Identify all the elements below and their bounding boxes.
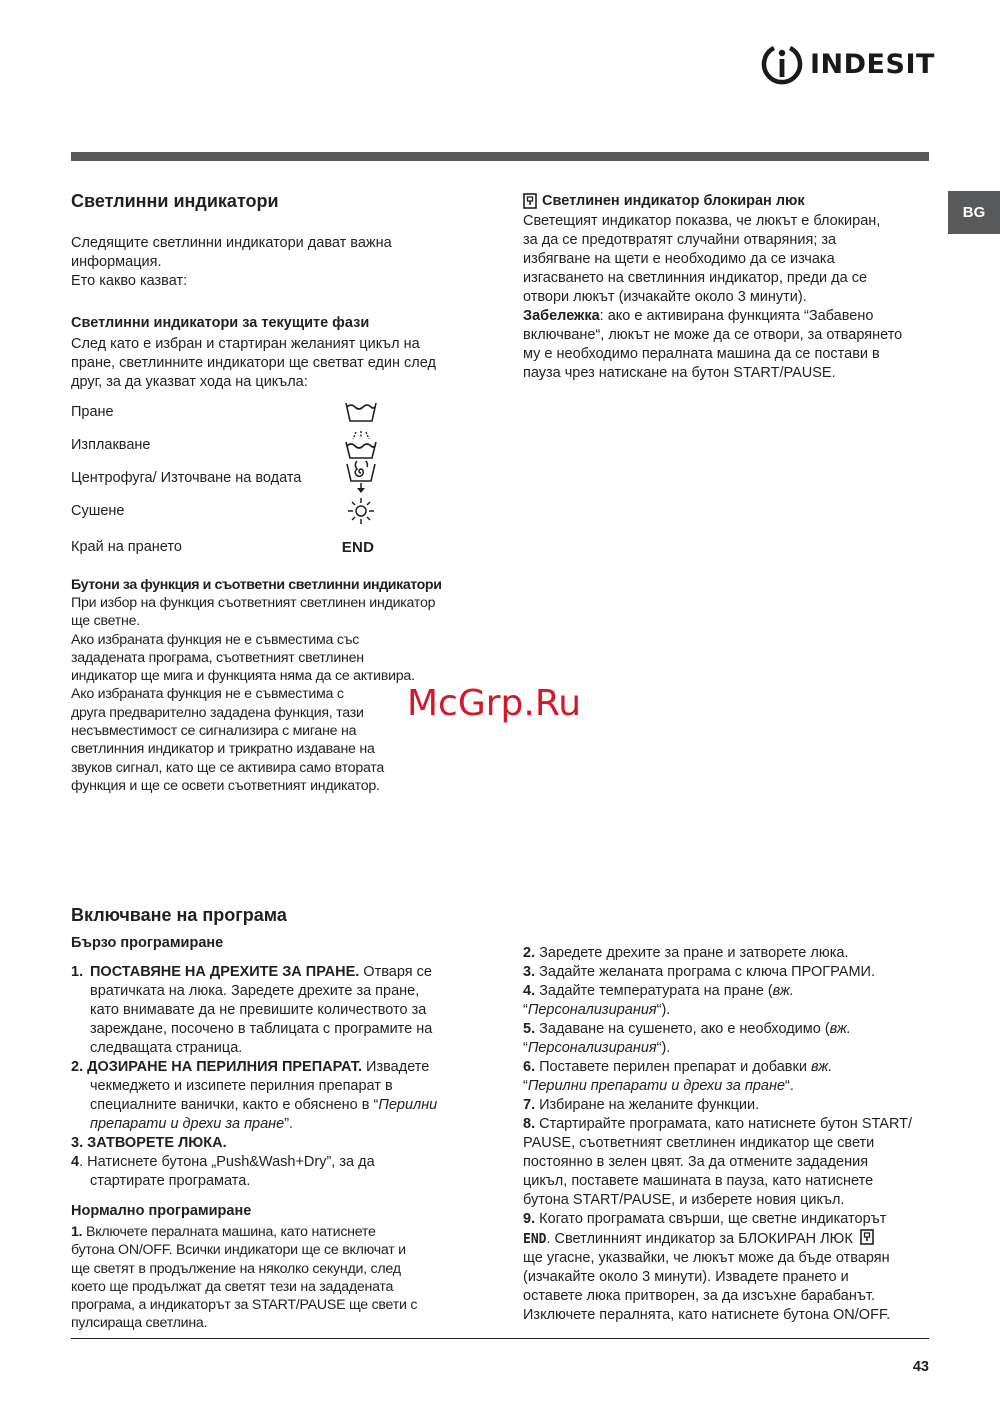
door-lock-icon	[523, 193, 537, 209]
indesit-logo	[760, 42, 935, 86]
note-label: Забележка	[523, 308, 600, 324]
normal-step-3: 3. Задайте желаната програма с ключа ПРОГРАМИ.	[523, 964, 875, 980]
normal-step-2: 2. Заредете дрехите за пране и затворете люка.	[523, 945, 849, 961]
normal-programming-title: Нормално програмиране	[71, 1203, 252, 1219]
end-icon: END	[341, 538, 375, 556]
phases-text: След като е избран и стартиран желаният цикъл на пране, светлинните индикатори ще светват един след друг, за да указват хода на цикъла:	[71, 336, 436, 390]
language-tab: BG	[948, 191, 1000, 234]
buttons-title: Бутони за функция и съответни светлинни индикатори	[71, 577, 442, 593]
normal-steps-right: 2. Заредете дрехите за пране и затворете люка. 3. Задайте желаната програма с ключа ПРОГРАМИ. 4. Задайте температурата на пране (вж. “Персонализирания“). 5. Задаване на сушенето, ако е необходимо (вж. “Персонализирания“). 6. Поставете перилен препарат и добавки вж. “Перилни препарати и дрехи за пране“. 7. Избиране на желаните функции. 8. Стартирайте програмата, като натиснете бутон START/ PAUSE, съответният светлинен индикатор ще свети постоянно в зелен цвят. За да отмените зададения цикъл, поставете машината в пауза, като натиснете бутона START/PAUSE, и изберете новия цикъл. 9. Когато програмата свърши, ще светне индикаторът END. Светлинният индикатор за БЛОКИРАН ЛЮК ще угасне, указвайки, че люкът може да бъде отварян (изчакайте около 3 минути). Извадете прането и оставете люка притворен, за да изсъхне барабанът. Изключете пералнята, като натиснете бутона ON/OFF.	[523, 944, 943, 1325]
door-lock-title: Светлинен индикатор блокиран люк	[523, 193, 805, 209]
end-indicator-text: END	[523, 1232, 547, 1247]
phase-row-spin	[71, 463, 381, 493]
normal-step-7: 7. Избиране на желаните функции.	[523, 1097, 760, 1113]
normal-step-5: 5. Задаване на сушенето, ако е необходимо (вж.	[523, 1021, 851, 1037]
brand-name: INDESIT	[810, 48, 935, 80]
phase-row-rinse	[71, 430, 381, 460]
watermark: McGrp.Ru	[407, 683, 582, 724]
phase-row-end	[71, 532, 381, 562]
drying-icon	[341, 496, 381, 526]
phase-label: Пране	[71, 404, 114, 420]
normal-step-4: 4. Задайте температурата на пране (вж.	[523, 983, 794, 999]
normal-step-8: 8. Стартирайте програмата, като натиснете бутон START/	[523, 1116, 913, 1132]
phase-label: Край на прането	[71, 539, 182, 555]
page-number: 43	[912, 1359, 929, 1375]
door-lock-text: Светещият индикатор показва, че люкът е блокиран, за да се предотвратят случайни отваряния; за избягване на щети е необходимо да се изчака изгасването на светлинния индикатор, преди да се отвори люкът (изчакайте около 3 минути). Забележка: ако е активирана функцията “Забавено включване“, люкът не може да се отвори, за отварянето му е необходимо пералната машина да се постави в пауза чрез натискане на бутон START/PAUSE.	[523, 213, 903, 381]
normal-step-1: 1. Включете пералната машина, като натиснете бутона ON/OFF. Всички индикатори ще се включат и ще светят в продължение на няколко секунди, след което ще продължат да светят тези на зададената програма, а индикаторът за START/PAUSE ще свети с пулсираща светлина.	[71, 1224, 418, 1332]
indicators-title: Светлинни индикатори	[71, 191, 279, 211]
rinse-icon	[341, 430, 381, 460]
quick-step-2: 2. ДОЗИРАНЕ НА ПЕРИЛНИЯ ПРЕПАРАТ. Извадете	[71, 1059, 430, 1075]
door-lock-icon	[860, 1229, 874, 1245]
phase-label: Сушене	[71, 503, 125, 519]
normal-step-6: 6. Поставете перилен препарат и добавки вж.	[523, 1059, 833, 1075]
quick-step-3: 3. ЗАТВОРЕТЕ ЛЮКА.	[71, 1135, 227, 1151]
program-title: Включване на програма	[71, 905, 287, 925]
indesit-logo-icon	[760, 42, 804, 86]
quick-step-4: 4. Натиснете бутона „Push&Wash+Dry”, за да	[71, 1154, 375, 1170]
indicators-intro: Следящите светлинни индикатори дават важна информация. Ето какво казват:	[71, 235, 392, 289]
normal-step-9: 9. Когато програмата свърши, ще светне индикаторът	[523, 1211, 887, 1227]
footer-rule	[71, 1338, 929, 1339]
phase-label: Изплакване	[71, 437, 151, 453]
spin-drain-icon	[341, 463, 381, 493]
header-bar	[71, 152, 929, 161]
quick-step-1: 1. ПОСТАВЯНЕ НА ДРЕХИТЕ ЗА ПРАНЕ. Отваря се	[71, 964, 432, 980]
wash-icon	[341, 397, 381, 427]
quick-steps: 1. ПОСТАВЯНЕ НА ДРЕХИТЕ ЗА ПРАНЕ. Отваря се вратичката на люка. Заредете дрехите за пране, като внимавате да не превишите количеството за зареждане, посочено в таблицата с програмите на следващата страница. 2. ДОЗИРАНЕ НА ПЕРИЛНИЯ ПРЕПАРАТ. Извадете чекмеджето и изсипете перилния препарат в специалните ванички, както е обяснено в “Перилни препарати и дрехи за пране”. 3. ЗАТВОРЕТЕ ЛЮКА. 4. Натиснете бутона „Push&Wash+Dry”, за да стартирате програмата.	[71, 963, 491, 1191]
phase-row-wash	[71, 397, 381, 427]
buttons-text: При избор на функция съответният светлинен индикатор ще светне. Ако избраната функция не е съвместима със зададената програма, съответният светлинен индикатор ще мига и функцията няма да се активира. Ако избраната функция не е съвместима с друга предварително зададена функция, тази несъвместимост се сигнализира с мигане на светлинния индикатор и трикратно издаване на звуков сигнал, като ще се активира само втората функция и ще се освети съответният индикатор.	[71, 595, 436, 794]
quick-programming-title: Бързо програмиране	[71, 935, 224, 951]
phase-row-drying	[71, 496, 381, 526]
phase-label: Центрофуга/ Източване на водата	[71, 470, 302, 486]
phases-title: Светлинни индикатори за текущите фази	[71, 315, 370, 331]
